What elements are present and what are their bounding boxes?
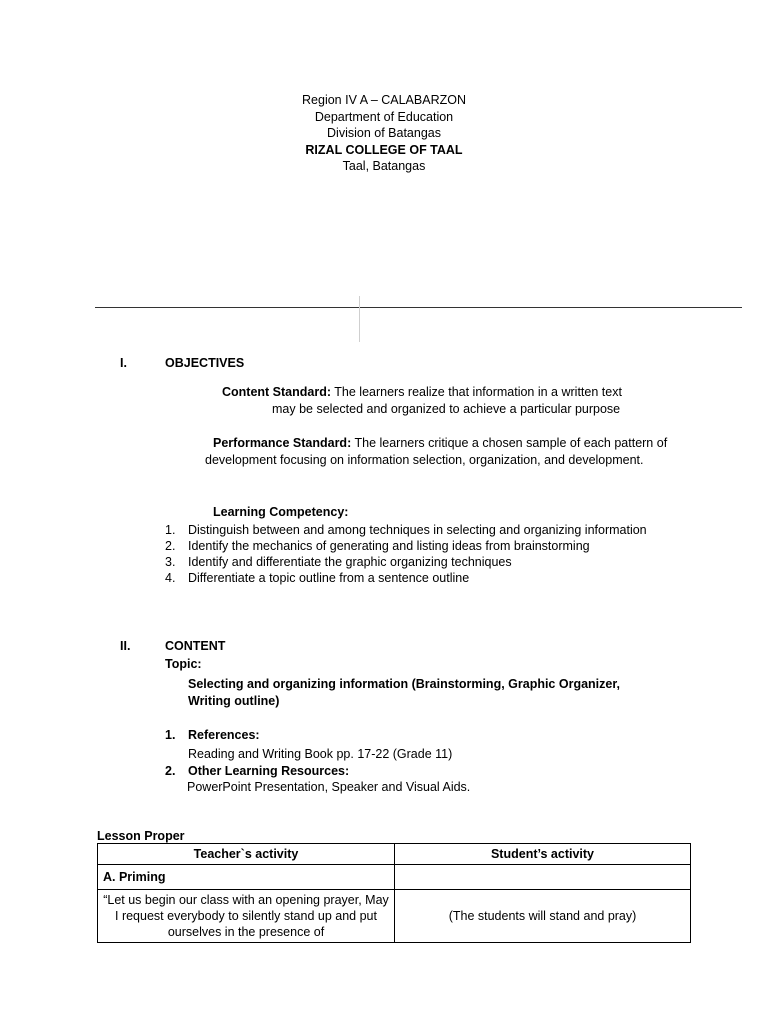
horizontal-rule xyxy=(95,307,742,308)
content-heading: CONTENT xyxy=(165,639,226,653)
list-number: 2. xyxy=(165,539,176,553)
list-number: 1. xyxy=(165,523,176,537)
topic-label: Topic: xyxy=(165,657,202,671)
content-standard-label: Content Standard: xyxy=(222,385,332,399)
school-name: RIZAL COLLEGE OF TAAL xyxy=(305,142,463,157)
other-resources-text: PowerPoint Presentation, Speaker and Visual Aids. xyxy=(187,780,471,794)
list-item xyxy=(165,522,677,538)
other-resources-label: Other Learning Resources: xyxy=(188,764,350,778)
topic-text: Selecting and organizing information (Brainstorming, Graphic Organizer, Writing outline) xyxy=(188,677,620,708)
list-item xyxy=(165,538,677,554)
performance-standard xyxy=(205,435,675,469)
learning-competency-label: Learning Competency: xyxy=(213,505,349,519)
region-line: Region IV A – CALABARZON xyxy=(302,93,466,107)
performance-standard-text: The learners critique a chosen sample of each pattern of development focusing on information selection, organization, and development. xyxy=(205,436,668,467)
school-location: Taal, Batangas xyxy=(342,159,426,173)
list-item-text: Identify the mechanics of generating and listing ideas from brainstorming xyxy=(188,539,590,553)
list-number: 4. xyxy=(165,571,176,585)
performance-standard-label: Performance Standard: xyxy=(213,436,352,450)
content-standard xyxy=(222,384,682,401)
objectives-heading: OBJECTIVES xyxy=(165,356,245,370)
department-line: Department of Education xyxy=(314,109,454,124)
table-row xyxy=(98,865,691,890)
document-header xyxy=(0,92,768,175)
references-number: 1. xyxy=(165,728,176,742)
list-item-text: Differentiate a topic outline from a sentence outline xyxy=(188,571,470,585)
content-numeral: II. xyxy=(120,639,131,653)
list-number: 3. xyxy=(165,555,176,569)
references-label: References: xyxy=(188,728,260,742)
list-item-text: Identify and differentiate the graphic organizing techniques xyxy=(188,555,512,569)
student-activity-cell xyxy=(395,865,691,890)
student-activity-cell: (The students will stand and pray) xyxy=(395,890,691,943)
list-item xyxy=(165,570,677,586)
list-item-text: Distinguish between and among techniques in selecting and organizing information xyxy=(188,523,647,537)
division-line: Division of Batangas xyxy=(327,126,441,140)
objectives-numeral: I. xyxy=(120,356,127,370)
content-standard-line1: The learners realize that information in a written text xyxy=(334,385,622,399)
teacher-activity-header: Teacher`s activity xyxy=(98,844,395,865)
vertical-guide-line xyxy=(359,296,360,342)
teacher-activity-cell: A. Priming xyxy=(98,865,395,890)
lesson-proper-label: Lesson Proper xyxy=(97,829,185,843)
competency-list xyxy=(165,522,677,586)
content-standard-line2: may be selected and organized to achieve a particular purpose xyxy=(272,402,621,416)
student-activity-header: Student’s activity xyxy=(395,844,691,865)
list-item xyxy=(165,554,677,570)
table-row xyxy=(98,890,691,943)
lesson-table xyxy=(97,843,691,943)
table-header-row xyxy=(98,844,691,865)
other-resources-number: 2. xyxy=(165,764,176,778)
teacher-activity-cell: “Let us begin our class with an opening prayer, May I request everybody to silently stand up and put ourselves in the presence of xyxy=(98,890,395,943)
references-text: Reading and Writing Book pp. 17-22 (Grade 11) xyxy=(188,747,453,761)
